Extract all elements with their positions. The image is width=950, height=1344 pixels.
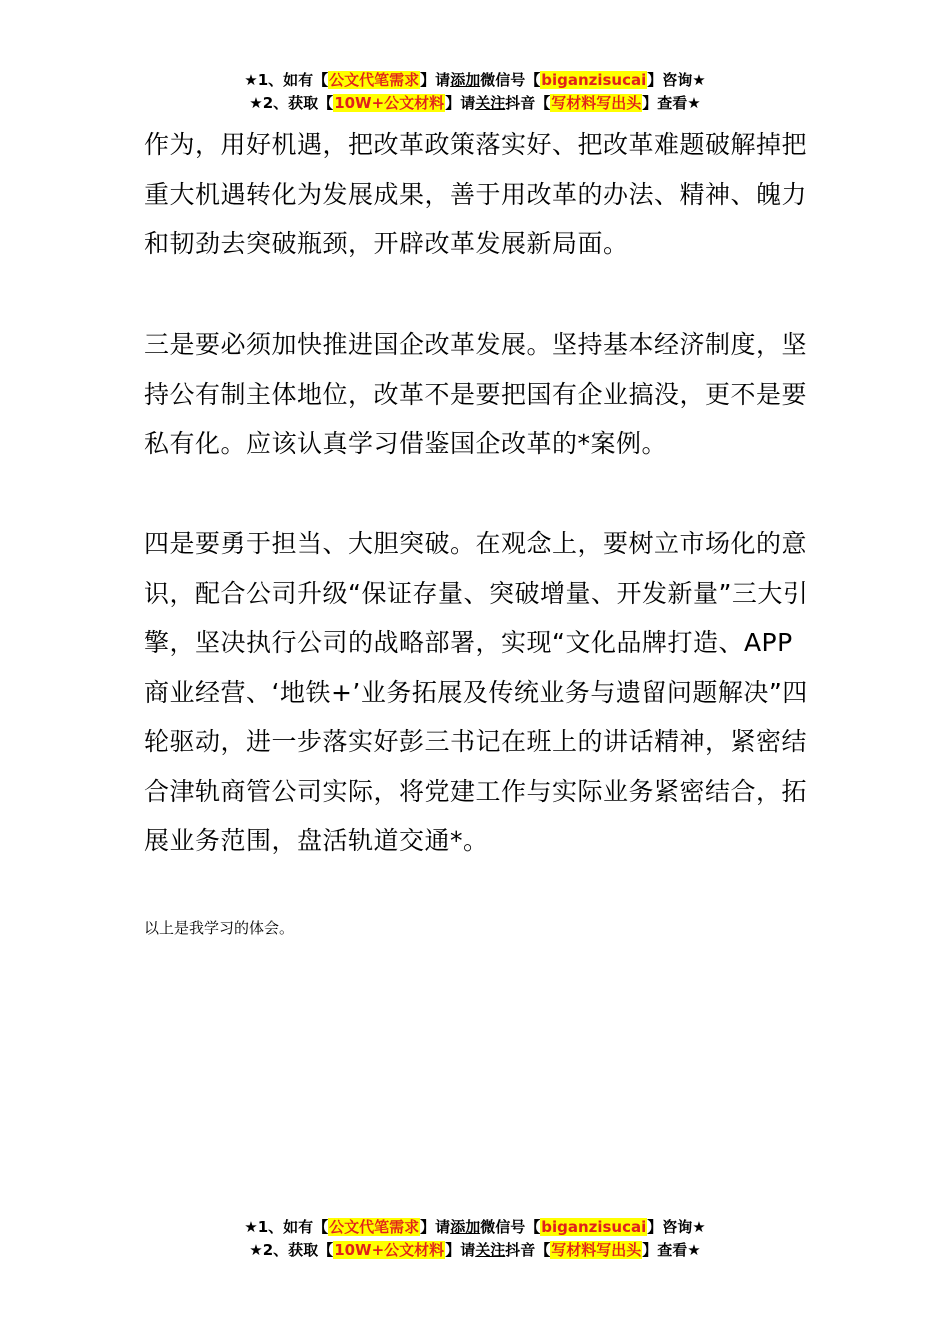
paragraph-text: 作为，用好机遇，把改革政策落实好、把改革难题破解掉把重大机遇转化为发展成果，善于用改革的办法、精神、魄力和韧劲去突破瓶颈，开辟改革发展新局面。	[144, 130, 808, 258]
closing-sentence: 以上是我学习的体会。	[144, 919, 295, 937]
paragraph-text: 四是要勇于担当、大胆突破。在观念上，要树立市场化的意识，配合公司升级“保证存量、突破增量、开发新量”三大引擎，坚决执行公司的战略部署，实现“文化品牌打造、APP商业经营、‘地铁+’业务拓展及传统业务与遗留问题解决”四轮驱动，进一步落实好彭三书记在班上的讲话精神，紧密结合津轨商管公司实际，将党建工作与实际业务紧密结合，拓展业务范围，盘活轨道交通*。	[144, 529, 809, 855]
banner-text: 】查看★	[642, 1241, 701, 1259]
banner-text: 】查看★	[642, 94, 701, 112]
banner-text: 】咨询★	[647, 1218, 706, 1236]
header-banner	[0, 69, 950, 115]
emphasis-text: 关注	[475, 1241, 506, 1259]
banner-text: ★1、如有【	[244, 71, 329, 89]
banner-text: 】请	[420, 71, 451, 89]
douyin-account: 写材料写出头	[551, 94, 642, 112]
banner-line-1	[0, 1216, 950, 1239]
banner-text: 】请	[445, 94, 476, 112]
paragraph-2	[144, 320, 814, 469]
paragraph-text: 三是要必须加快推进国企改革发展。坚持基本经济制度，坚持公有制主体地位，改革不是要把国有企业搞没，更不是要私有化。应该认真学习借鉴国企改革的*案例。	[144, 330, 808, 458]
emphasis-text: 添加	[450, 1218, 481, 1236]
banner-line-2	[0, 1239, 950, 1262]
banner-text: 】请	[445, 1241, 476, 1259]
paragraph-3	[144, 519, 814, 866]
wechat-id: biganzisucai	[541, 1218, 647, 1236]
banner-text: ★1、如有【	[244, 1218, 329, 1236]
banner-text: ★2、获取【	[249, 94, 334, 112]
highlight-tag: 公文代笔需求	[329, 1218, 420, 1236]
emphasis-text: 添加	[450, 71, 481, 89]
banner-line-2	[0, 92, 950, 115]
paragraph-1	[144, 120, 814, 269]
banner-text: 】请	[420, 1218, 451, 1236]
banner-line-1	[0, 69, 950, 92]
emphasis-text: 关注	[475, 94, 506, 112]
banner-text: 抖音【	[505, 1241, 551, 1259]
banner-text: 微信号【	[480, 71, 541, 89]
highlight-tag: 公文代笔需求	[329, 71, 420, 89]
douyin-account: 写材料写出头	[551, 1241, 642, 1259]
banner-text: 】咨询★	[647, 71, 706, 89]
highlight-tag: 10W+公文材料	[334, 94, 445, 112]
banner-text: ★2、获取【	[249, 1241, 334, 1259]
highlight-tag: 10W+公文材料	[334, 1241, 445, 1259]
banner-text: 微信号【	[480, 1218, 541, 1236]
footer-banner	[0, 1216, 950, 1262]
wechat-id: biganzisucai	[541, 71, 647, 89]
banner-text: 抖音【	[505, 94, 551, 112]
